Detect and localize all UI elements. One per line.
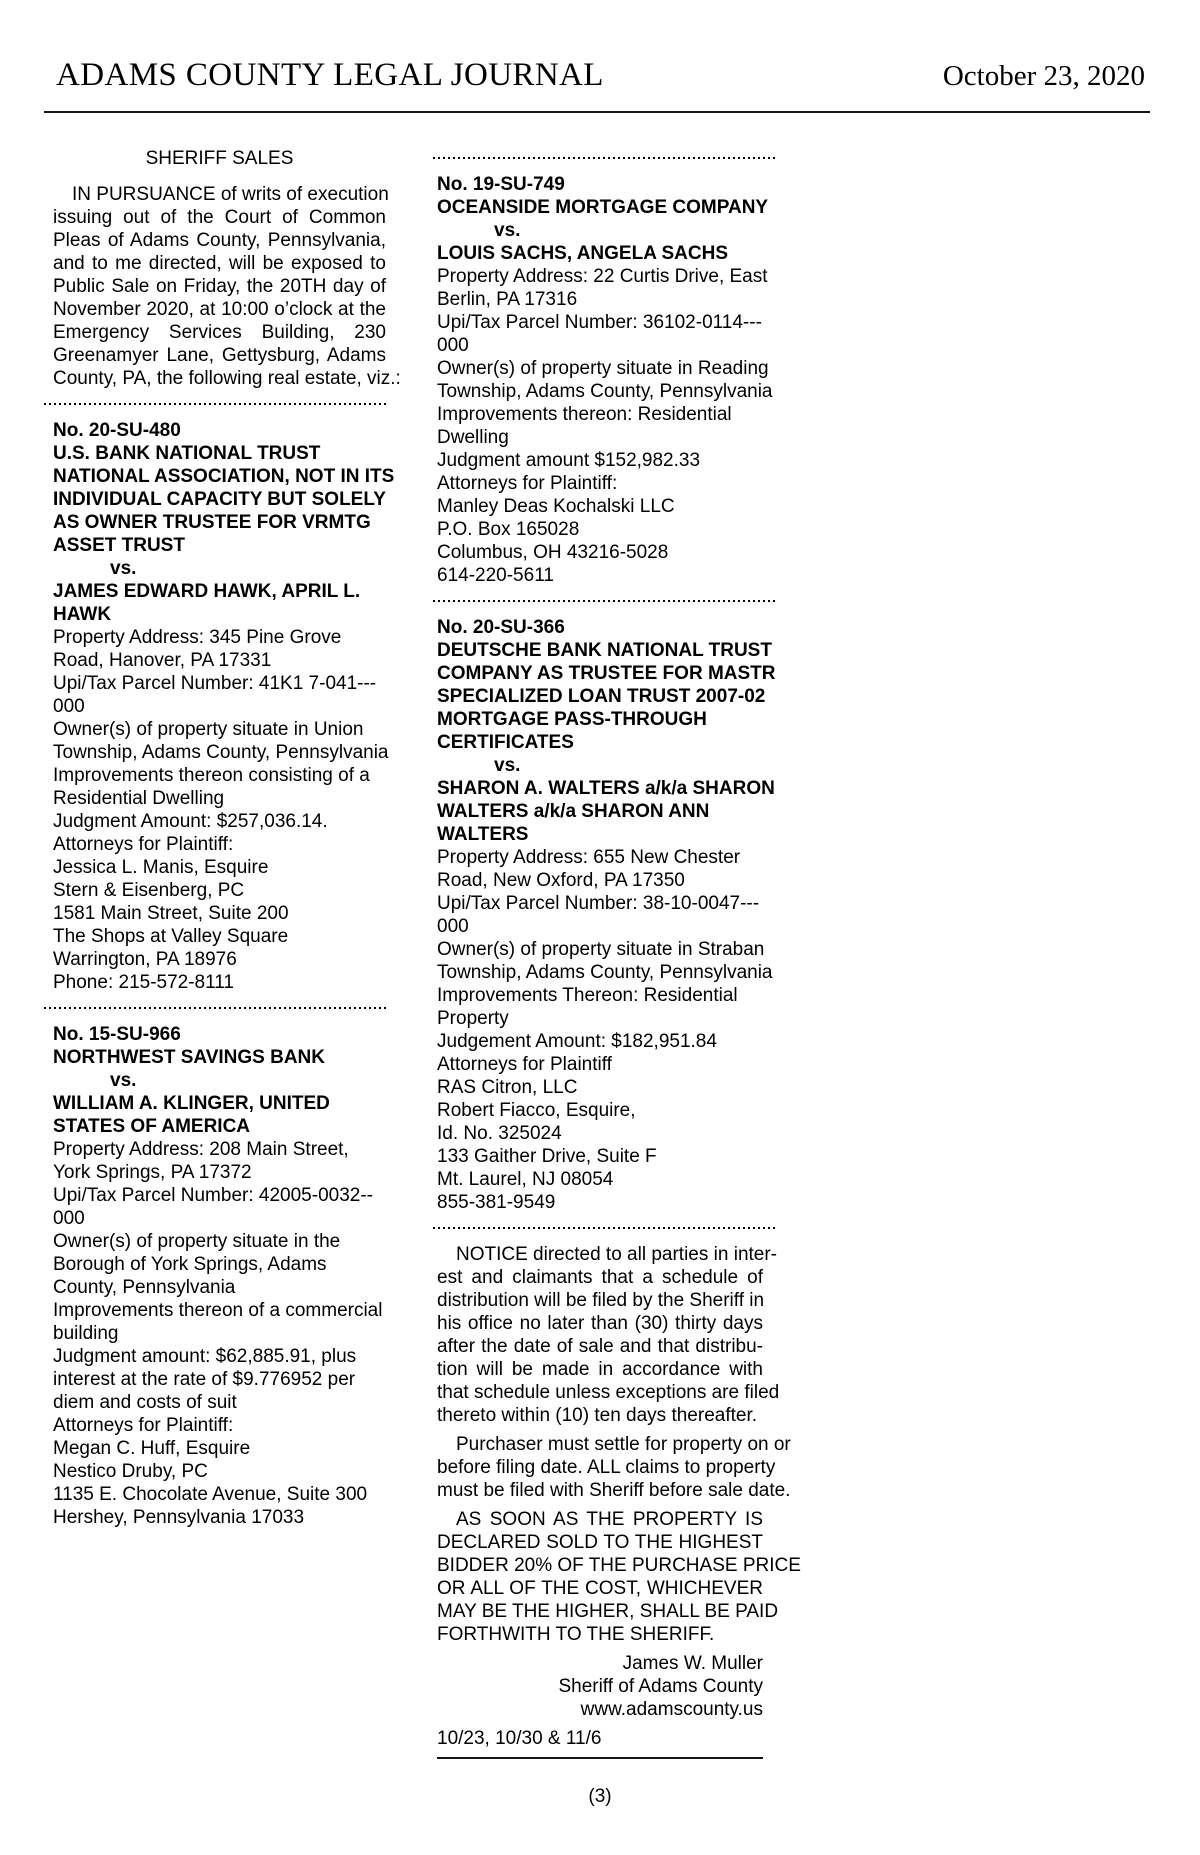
text-line: Public Sale on Friday, the 20TH day of — [53, 276, 386, 297]
text-line: MAY BE THE HIGHER, SHALL BE PAID — [437, 1601, 779, 1622]
text-line: 1581 Main Street, Suite 200 — [53, 903, 289, 924]
text-line: Berlin, PA 17316 — [437, 289, 578, 310]
text-line: Pleas of Adams County, Pennsylvania, — [53, 230, 386, 251]
sale-notice-15-SU-966 — [53, 1023, 386, 1529]
text-line: Megan C. Huff, Esquire — [53, 1438, 251, 1459]
vs-label: vs. — [110, 1070, 137, 1091]
text-line: Property Address: 655 New Chester — [437, 847, 741, 868]
text-line: Mt. Laurel, NJ 08054 — [437, 1169, 614, 1190]
text-line: thereto within (10) ten days thereafter. — [437, 1405, 758, 1426]
text-line: Judgment amount: $62,885.91, plus — [53, 1346, 357, 1367]
text-line: Upi/Tax Parcel Number: 38-10-0047--- — [437, 893, 760, 914]
text-line: OR ALL OF THE COST, WHICHEVER — [437, 1578, 763, 1599]
text-line: Warrington, PA 18976 — [53, 949, 237, 970]
text-line: U.S. BANK NATIONAL TRUST — [53, 443, 321, 464]
text-line: Stern & Eisenberg, PC — [53, 880, 245, 901]
text-line: Improvements thereon consisting of a — [53, 765, 370, 786]
text-line: distribution will be filed by the Sheriff in — [437, 1290, 765, 1311]
text-line: 133 Gaither Drive, Suite F — [437, 1146, 657, 1167]
text-line: Emergency Services Building, 230 — [53, 322, 386, 343]
run-dates: 10/23, 10/30 & 11/6 — [437, 1728, 602, 1749]
text-line: Jessica L. Manis, Esquire — [53, 857, 269, 878]
text-line: NOTICE directed to all parties in inter- — [456, 1244, 778, 1265]
dotted-separator — [433, 600, 775, 602]
text-line: NATIONAL ASSOCIATION, NOT IN ITS — [53, 466, 395, 487]
end-rule — [437, 1757, 763, 1759]
sale-notice-20-SU-480 — [53, 419, 395, 994]
text-line: FORTHWITH TO THE SHERIFF. — [437, 1624, 715, 1645]
text-line: Phone: 215-572-8111 — [53, 972, 235, 993]
text-line: 614-220-5611 — [437, 565, 554, 586]
plaintiff-name — [53, 1046, 386, 1069]
text-line: HAWK — [53, 604, 112, 625]
text-line: Upi/Tax Parcel Number: 41K1 7-041--- — [53, 673, 377, 694]
text-line: York Springs, PA 17372 — [53, 1162, 252, 1183]
text-line: WALTERS a/k/a SHARON ANN — [437, 801, 710, 822]
text-line: before filing date. ALL claims to property — [437, 1457, 776, 1478]
dotted-separator — [433, 157, 775, 159]
text-line: Owner(s) of property situate in Reading — [437, 358, 769, 379]
text-line: Owner(s) of property situate in Union — [53, 719, 364, 740]
text-line: SPECIALIZED LOAN TRUST 2007-02 — [437, 686, 766, 707]
left-column — [44, 140, 401, 1529]
text-line: 1135 E. Chocolate Avenue, Suite 300 — [53, 1484, 368, 1505]
sheriff-name: James W. Muller — [622, 1653, 763, 1674]
text-line: Township, Adams County, Pennsylvania — [437, 962, 773, 983]
text-line: Judgment Amount: $257,036.14. — [53, 811, 328, 832]
text-line: that schedule unless exceptions are filed — [437, 1382, 780, 1403]
text-line: Property Address: 345 Pine Grove — [53, 627, 342, 648]
text-line: and to me directed, will be exposed to — [53, 253, 386, 274]
case-number: No. 20-SU-366 — [437, 617, 565, 638]
sale-notice-19-SU-749 — [437, 173, 773, 587]
text-line: MORTGAGE PASS-THROUGH — [437, 709, 707, 730]
text-line: 000 — [437, 335, 469, 356]
text-line: BIDDER 20% OF THE PURCHASE PRICE — [437, 1555, 801, 1576]
text-line: Owner(s) of property situate in Straban — [437, 939, 765, 960]
text-line: Improvements thereon: Residential — [437, 404, 732, 425]
right-column — [433, 150, 801, 1759]
case-number: No. 19-SU-749 — [437, 174, 565, 195]
text-line: Township, Adams County, Pennsylvania — [437, 381, 773, 402]
text-line: Attorneys for Plaintiff: — [437, 473, 618, 494]
text-line: INDIVIDUAL CAPACITY BUT SOLELY — [53, 489, 386, 510]
plaintiff-name — [437, 639, 776, 754]
sale-details — [53, 626, 389, 994]
defendant-name — [437, 777, 775, 846]
signature-block — [437, 1652, 763, 1721]
text-line: Hershey, Pennsylvania 17033 — [53, 1507, 305, 1528]
notice-schedule-paragraph — [437, 1243, 780, 1427]
sale-details — [437, 846, 773, 1214]
text-line: County, Pennsylvania — [53, 1277, 236, 1298]
journal-title: ADAMS COUNTY LEGAL JOURNAL — [56, 57, 604, 93]
text-line: issuing out of the Court of Common — [53, 207, 386, 228]
text-line: Improvements Thereon: Residential — [437, 985, 738, 1006]
text-line: est and claimants that a schedule of — [437, 1267, 763, 1288]
text-line: Nestico Druby, PC — [53, 1461, 208, 1482]
text-line: after the date of sale and that distribu- — [437, 1336, 763, 1357]
defendant-name — [53, 580, 386, 626]
text-line: Judgment amount $152,982.33 — [437, 450, 701, 471]
defendant-name — [53, 1092, 386, 1138]
text-line: Judgement Amount: $182,951.84 — [437, 1031, 717, 1052]
vs-label: vs. — [494, 220, 521, 241]
dotted-separator — [44, 403, 386, 405]
text-line: Township, Adams County, Pennsylvania — [53, 742, 389, 763]
case-number: No. 15-SU-966 — [53, 1024, 181, 1045]
text-line: County, PA, the following real estate, viz.: — [53, 368, 401, 389]
text-line: DEUTSCHE BANK NATIONAL TRUST — [437, 640, 772, 661]
text-line: Attorneys for Plaintiff — [437, 1054, 612, 1075]
text-line: Upi/Tax Parcel Number: 42005-0032-- — [53, 1185, 373, 1206]
sheriff-title: Sheriff of Adams County — [558, 1676, 763, 1697]
sheriff-sales-intro — [53, 183, 401, 390]
text-line: Greenamyer Lane, Gettysburg, Adams — [53, 345, 386, 366]
text-line: Owner(s) of property situate in the — [53, 1231, 341, 1252]
text-line: LOUIS SACHS, ANGELA SACHS — [437, 243, 729, 264]
text-line: must be filed with Sheriff before sale date. — [437, 1480, 791, 1501]
text-line: SHARON A. WALTERS a/k/a SHARON — [437, 778, 775, 799]
text-line: 855-381-9549 — [437, 1192, 556, 1213]
vs-label: vs. — [494, 755, 521, 776]
page-number: (3) — [588, 1786, 612, 1807]
text-line: Road, New Oxford, PA 17350 — [437, 870, 685, 891]
text-line: The Shops at Valley Square — [53, 926, 289, 947]
vs-label: vs. — [110, 558, 137, 579]
text-line: ASSET TRUST — [53, 535, 185, 556]
text-line: interest at the rate of $9.776952 per — [53, 1369, 356, 1390]
text-line: Manley Deas Kochalski LLC — [437, 496, 675, 517]
notice-payment-paragraph — [437, 1508, 801, 1646]
text-line: Property — [437, 1008, 509, 1029]
text-line: Attorneys for Plaintiff: — [53, 834, 234, 855]
text-line: building — [53, 1323, 119, 1344]
issue-date: October 23, 2020 — [942, 60, 1145, 92]
text-line: OCEANSIDE MORTGAGE COMPANY — [437, 197, 769, 218]
text-line: 000 — [53, 696, 85, 717]
plaintiff-name — [437, 196, 769, 219]
text-line: November 2020, at 10:00 o’clock at the — [53, 299, 386, 320]
text-line: Property Address: 22 Curtis Drive, East — [437, 266, 768, 287]
text-line: P.O. Box 165028 — [437, 519, 580, 540]
masthead — [56, 57, 1145, 94]
text-line: Borough of York Springs, Adams — [53, 1254, 327, 1275]
text-line: Property Address: 208 Main Street, — [53, 1139, 349, 1160]
text-line: Attorneys for Plaintiff: — [53, 1415, 234, 1436]
notice-purchaser-paragraph — [437, 1433, 791, 1502]
text-line: CERTIFICATES — [437, 732, 574, 753]
text-line: IN PURSUANCE of writs of execution — [72, 184, 389, 205]
plaintiff-name — [53, 442, 395, 557]
text-line: tion will be made in accordance with — [437, 1359, 763, 1380]
text-line: Columbus, OH 43216-5028 — [437, 542, 669, 563]
text-line: AS SOON AS THE PROPERTY IS — [456, 1509, 763, 1530]
text-line: AS OWNER TRUSTEE FOR VRMTG — [53, 512, 371, 533]
text-line: Id. No. 325024 — [437, 1123, 562, 1144]
text-line: Robert Fiacco, Esquire, — [437, 1100, 636, 1121]
text-line: 000 — [53, 1208, 85, 1229]
text-line: WILLIAM A. KLINGER, UNITED — [53, 1093, 330, 1114]
text-line: COMPANY AS TRUSTEE FOR MASTR — [437, 663, 776, 684]
dotted-separator — [44, 1007, 386, 1009]
text-line: his office no later than (30) thirty days — [437, 1313, 763, 1334]
text-line: Purchaser must settle for property on or — [456, 1434, 791, 1455]
text-line: Residential Dwelling — [53, 788, 225, 809]
text-line: DECLARED SOLD TO THE HIGHEST — [437, 1532, 763, 1553]
sheriff-website: www.adamscounty.us — [580, 1699, 763, 1720]
dotted-separator — [433, 1227, 775, 1229]
text-line: JAMES EDWARD HAWK, APRIL L. — [53, 581, 361, 602]
case-number: No. 20-SU-480 — [53, 420, 181, 441]
defendant-name — [437, 242, 763, 265]
text-line: Improvements thereon of a commercial — [53, 1300, 383, 1321]
text-line: Road, Hanover, PA 17331 — [53, 650, 272, 671]
sheriff-sales-heading: SHERIFF SALES — [145, 148, 294, 169]
sale-notice-20-SU-366 — [437, 616, 776, 1214]
text-line: diem and costs of suit — [53, 1392, 237, 1413]
masthead-rule — [44, 111, 1150, 113]
text-line: Upi/Tax Parcel Number: 36102-0114--- — [437, 312, 762, 333]
sale-details — [437, 265, 773, 587]
text-line: RAS Citron, LLC — [437, 1077, 578, 1098]
text-line: STATES OF AMERICA — [53, 1116, 251, 1137]
text-line: 000 — [437, 916, 469, 937]
sale-details — [53, 1138, 386, 1529]
text-line: Dwelling — [437, 427, 509, 448]
text-line: WALTERS — [437, 824, 529, 845]
text-line: NORTHWEST SAVINGS BANK — [53, 1047, 325, 1068]
